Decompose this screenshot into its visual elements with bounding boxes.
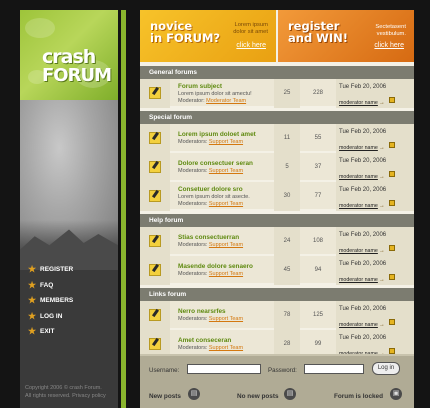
login-bar — [140, 354, 414, 386]
moderator-link[interactable]: Support Team — [208, 168, 244, 174]
forum-title-link[interactable]: Forum subject — [178, 83, 223, 90]
banner-register[interactable] — [278, 10, 414, 62]
view-post-icon[interactable] — [389, 200, 395, 206]
forum-icon — [149, 338, 161, 350]
moderator-link[interactable]: Support Team — [208, 345, 244, 351]
topics-count: 25 — [274, 79, 300, 108]
forum-icon — [149, 264, 161, 276]
forum-section — [140, 288, 414, 359]
last-post-cell — [336, 79, 414, 108]
forum-status-cell — [140, 79, 170, 108]
arrow-right-icon: → — [378, 203, 385, 209]
last-post-user-link[interactable]: moderator name — [339, 100, 378, 106]
username-input[interactable] — [187, 364, 261, 374]
moderator-link[interactable]: Support Team — [208, 139, 244, 145]
lock-icon: ▣ — [390, 388, 402, 400]
forum-status-cell — [140, 153, 170, 182]
banner-sub-line: vestibulum. — [376, 31, 406, 37]
banner-title-line: and WIN! — [288, 31, 349, 45]
last-post-date: Tue Feb 20, 2006 — [339, 335, 387, 341]
forum-title-link[interactable]: Nerro nearsrfes — [178, 308, 226, 315]
last-post-date: Tue Feb 20, 2006 — [339, 306, 387, 312]
forum-info-cell — [172, 124, 272, 153]
section-header: Special forum — [140, 111, 414, 124]
last-post-date: Tue Feb 20, 2006 — [339, 232, 387, 238]
nav-members[interactable] — [28, 293, 116, 309]
password-input[interactable] — [304, 364, 364, 374]
forum-moderators — [178, 242, 272, 249]
forum-row — [140, 301, 414, 330]
last-post-user-link[interactable]: moderator name — [339, 145, 378, 151]
arrow-right-icon: → — [378, 100, 385, 106]
copyright-line-1: Copyright 2006 © crash Forum. — [25, 385, 102, 391]
nav-log-in[interactable] — [28, 309, 116, 325]
forum-moderators — [178, 345, 272, 352]
forum-info-cell — [172, 79, 272, 108]
banner-register-link[interactable]: click here — [374, 42, 404, 49]
forum-moderators — [178, 168, 272, 175]
moderators-label: Moderator: — [178, 98, 205, 104]
legend-locked-label: Forum is locked — [334, 393, 384, 400]
arrow-right-icon: → — [378, 145, 385, 151]
forum-info-cell — [172, 227, 272, 256]
forum-icon — [149, 309, 161, 321]
forum-title-link[interactable]: Stias consectuerran — [178, 234, 240, 241]
posts-count: 94 — [314, 267, 322, 273]
forum-status-cell — [140, 227, 170, 256]
section-header: General forums — [140, 66, 414, 79]
nav-label: EXIT — [40, 328, 55, 336]
topics-count: 30 — [274, 182, 300, 211]
forum-row — [140, 182, 414, 211]
last-post-user-link[interactable]: moderator name — [339, 277, 378, 283]
forum-info-cell — [172, 182, 272, 211]
sidebar — [20, 10, 118, 408]
moderator-link[interactable]: Support Team — [208, 316, 244, 322]
view-post-icon[interactable] — [389, 142, 395, 148]
last-post-date: Tue Feb 20, 2006 — [339, 261, 387, 267]
moderators-label: Moderators: — [178, 271, 208, 277]
last-post-date: Tue Feb 20, 2006 — [339, 187, 387, 193]
moderator-link[interactable]: Moderator Team — [206, 98, 247, 104]
forum-row — [140, 79, 414, 108]
star-icon: ★ — [28, 326, 37, 337]
password-label: Password: — [268, 367, 297, 374]
forum-icon — [149, 235, 161, 247]
arrow-right-icon: → — [378, 248, 385, 254]
last-post-cell — [336, 182, 414, 211]
legend-new-posts-label: New posts — [149, 393, 181, 400]
forum-title-link[interactable]: Amet conseceran — [178, 337, 232, 344]
forum-row — [140, 227, 414, 256]
forum-icon — [149, 132, 161, 144]
view-post-icon[interactable] — [389, 171, 395, 177]
main-content — [140, 10, 414, 408]
logo-text-crash: crash — [42, 46, 96, 68]
last-post-date: Tue Feb 20, 2006 — [339, 158, 387, 164]
legend — [140, 386, 414, 408]
forum-section — [140, 214, 414, 285]
star-icon: ★ — [28, 264, 37, 275]
nav-faq[interactable] — [28, 278, 116, 294]
last-post-user-link[interactable]: moderator name — [339, 203, 378, 209]
topics-count: 5 — [274, 153, 300, 182]
copyright — [25, 384, 117, 400]
forum-title-link[interactable]: Consetuer dolore sro — [178, 186, 243, 193]
forum-title-link[interactable]: Dolore consectuer seran — [178, 160, 253, 167]
view-post-icon[interactable] — [389, 319, 395, 325]
forum-status-cell — [140, 124, 170, 153]
forum-row — [140, 256, 414, 285]
topics-count: 45 — [274, 256, 300, 285]
view-post-icon[interactable] — [389, 274, 395, 280]
moderator-link[interactable]: Support Team — [208, 271, 244, 277]
star-icon: ★ — [28, 310, 37, 321]
arrow-right-icon: → — [378, 174, 385, 180]
posts-count: 108 — [312, 238, 323, 244]
posts-count: 77 — [314, 193, 322, 199]
last-post-cell — [336, 256, 414, 285]
banner-novice-title — [150, 20, 220, 44]
forum-icon — [149, 161, 161, 173]
star-icon: ★ — [28, 295, 37, 306]
posts-count: 125 — [312, 312, 323, 318]
section-header: Links forum — [140, 288, 414, 301]
banner-register-subtitle — [375, 24, 406, 38]
last-post-date: Tue Feb 20, 2006 — [339, 129, 387, 135]
forum-list — [140, 66, 414, 359]
moderator-link[interactable]: Support Team — [208, 242, 244, 248]
banner-title-line: novice — [150, 19, 193, 33]
banner-sub-line: Lorem ipsum — [234, 22, 268, 28]
banner-novice-link[interactable]: click here — [236, 42, 266, 49]
topics-count: 24 — [274, 227, 300, 256]
view-post-icon[interactable] — [389, 97, 395, 103]
forum-info-cell — [172, 153, 272, 182]
moderators-label: Moderators: — [178, 201, 208, 207]
view-post-icon[interactable] — [389, 348, 395, 354]
nav-exit[interactable] — [28, 324, 116, 340]
forum-description: Lorem ipsum dolor sit asecte. — [178, 194, 250, 200]
forum-description: Lorem ipsum dolor sit amectu! — [178, 91, 252, 97]
forum-section — [140, 66, 414, 108]
new-posts-icon: ▤ — [188, 388, 200, 400]
moderators-label: Moderators: — [178, 242, 208, 248]
last-post-date: Tue Feb 20, 2006 — [339, 84, 387, 90]
forum-icon — [149, 190, 161, 202]
forum-status-cell — [140, 256, 170, 285]
last-post-user-link[interactable]: moderator name — [339, 322, 378, 328]
forum-title-link[interactable]: Lorem ipsum doloеt amet — [178, 131, 256, 138]
banner-title-line: register — [288, 19, 340, 33]
banner-novice[interactable] — [140, 10, 276, 62]
star-icon: ★ — [28, 279, 37, 290]
last-post-cell — [336, 301, 414, 330]
last-post-user-link[interactable]: moderator name — [339, 174, 378, 180]
logo[interactable] — [20, 10, 118, 100]
banners — [140, 10, 414, 62]
nav-label: MEMBERS — [40, 297, 74, 305]
banner-sub-line: Sectetasent — [375, 24, 406, 30]
posts-count: 99 — [314, 341, 322, 347]
last-post-cell — [336, 227, 414, 256]
forum-moderators — [178, 271, 272, 278]
logo-text-forum: FORUM — [42, 65, 111, 86]
topics-count: 11 — [274, 124, 300, 153]
banner-novice-subtitle — [233, 22, 268, 36]
forum-status-cell — [140, 301, 170, 330]
moderators-label: Moderators: — [178, 139, 208, 145]
arrow-right-icon: → — [378, 322, 385, 328]
forum-moderators — [178, 316, 272, 323]
topics-count: 28 — [274, 330, 300, 359]
forum-section — [140, 111, 414, 211]
moderators-label: Moderators: — [178, 345, 208, 351]
posts-count: 55 — [314, 135, 322, 141]
last-post-user-link[interactable]: moderator name — [339, 248, 378, 254]
banner-title-line: in FORUM? — [150, 31, 221, 45]
forum-info-cell — [172, 301, 272, 330]
moderator-link[interactable]: Support Team — [208, 201, 244, 207]
nav-label: REGISTER — [40, 266, 74, 274]
topics-count: 78 — [274, 301, 300, 330]
forum-row — [140, 124, 414, 153]
green-divider-stripe — [121, 10, 126, 408]
posts-count: 228 — [312, 90, 323, 96]
main-nav — [28, 262, 116, 340]
forum-moderators — [178, 201, 272, 208]
arrow-right-icon: → — [378, 277, 385, 283]
banner-sub-line: dolor sit amet — [233, 29, 268, 35]
forum-status-cell — [140, 182, 170, 211]
forum-info-cell — [172, 256, 272, 285]
last-post-cell — [336, 153, 414, 182]
login-button[interactable]: Log in — [372, 362, 400, 375]
username-label: Username: — [149, 367, 180, 374]
no-new-posts-icon: ▤ — [284, 388, 296, 400]
nav-register[interactable] — [28, 262, 116, 278]
forum-icon — [149, 87, 161, 99]
banner-register-title — [288, 20, 348, 44]
section-header: Help forum — [140, 214, 414, 227]
forum-moderators — [178, 98, 272, 105]
copyright-line-2: All rights reserved. Privacy policy — [25, 393, 106, 399]
moderators-label: Moderators: — [178, 168, 208, 174]
last-post-cell — [336, 124, 414, 153]
forum-moderators — [178, 139, 272, 146]
forum-title-link[interactable]: Masende dolore senaero — [178, 263, 253, 270]
nav-label: FAQ — [40, 281, 54, 289]
view-post-icon[interactable] — [389, 245, 395, 251]
posts-count: 37 — [314, 164, 322, 170]
moderators-label: Moderators: — [178, 316, 208, 322]
legend-no-new-posts-label: No new posts — [237, 393, 279, 400]
nav-label: LOG IN — [40, 312, 63, 320]
forum-row — [140, 153, 414, 182]
